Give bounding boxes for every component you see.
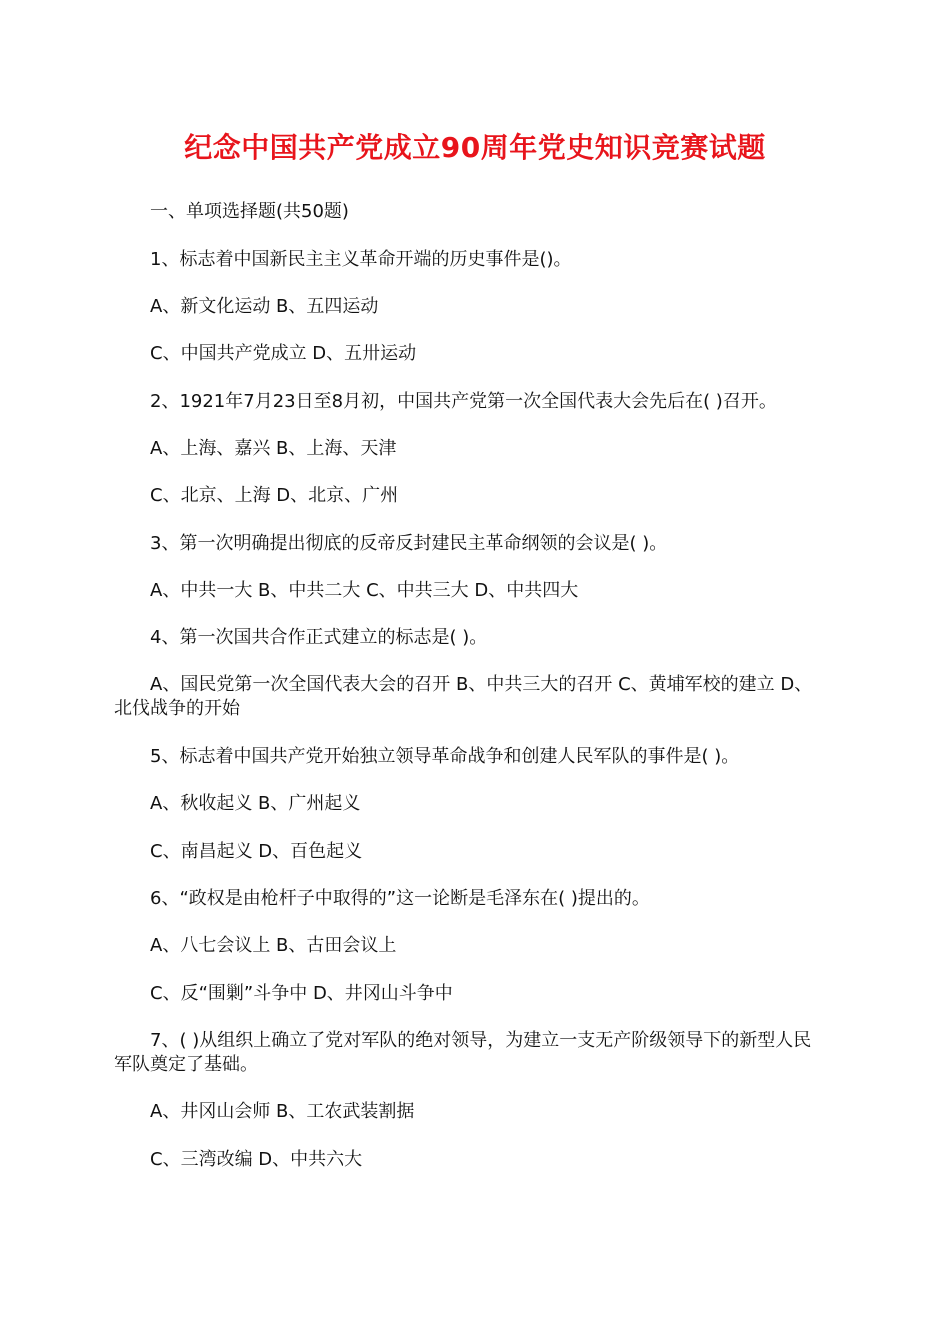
question-7-line-1: 7、( )从组织上确立了党对军队的绝对领导，为建立一支无产阶级领导下的新型人民 [150, 1030, 812, 1051]
question-6: 6、“政权是由枪杆子中取得的”这一论断是毛泽东在( )提出的。 [150, 888, 650, 909]
question-1: 1、标志着中国新民主主义革命开端的历史事件是()。 [150, 249, 572, 270]
question-5-options-ab: A、秋收起义 B、广州起义 [150, 793, 361, 814]
question-1-options-cd: C、中国共产党成立 D、五卅运动 [150, 343, 417, 364]
question-7-options-ab: A、井冈山会师 B、工农武装割据 [150, 1101, 415, 1122]
question-7 [114, 1029, 840, 1077]
question-5: 5、标志着中国共产党开始独立领导革命战争和创建人民军队的事件是( )。 [150, 746, 740, 767]
question-6-options-cd: C、反“围剿”斗争中 D、井冈山斗争中 [150, 983, 453, 1004]
question-2-options-ab: A、上海、嘉兴 B、上海、天津 [150, 438, 397, 459]
question-2-options-cd: C、北京、上海 D、北京、广州 [150, 485, 399, 506]
question-7-options-cd: C、三湾改编 D、中共六大 [150, 1149, 363, 1170]
document-title: 纪念中国共产党成立90周年党史知识竞赛试题 [184, 131, 766, 164]
question-5-options-cd: C、南昌起义 D、百色起义 [150, 841, 363, 862]
question-7-line-2: 军队奠定了基础。 [114, 1054, 258, 1075]
question-2: 2、1921年7月23日至8月初，中国共产党第一次全国代表大会先后在( )召开。 [150, 391, 777, 412]
question-6-options-ab: A、八七会议上 B、古田会议上 [150, 935, 397, 956]
section-heading: 一、单项选择题(共50题) [150, 201, 349, 222]
question-4-options-line-1: A、国民党第一次全国代表大会的召开 B、中共三大的召开 C、黄埔军校的建立 D、 [150, 674, 813, 695]
question-4-options-line-2: 北伐战争的开始 [114, 698, 240, 719]
question-1-options-ab: A、新文化运动 B、五四运动 [150, 296, 379, 317]
question-4: 4、第一次国共合作正式建立的标志是( )。 [150, 627, 488, 648]
question-4-options [114, 673, 840, 721]
question-3-options: A、中共一大 B、中共二大 C、中共三大 D、中共四大 [150, 580, 579, 601]
question-3: 3、第一次明确提出彻底的反帝反封建民主革命纲领的会议是( )。 [150, 533, 668, 554]
